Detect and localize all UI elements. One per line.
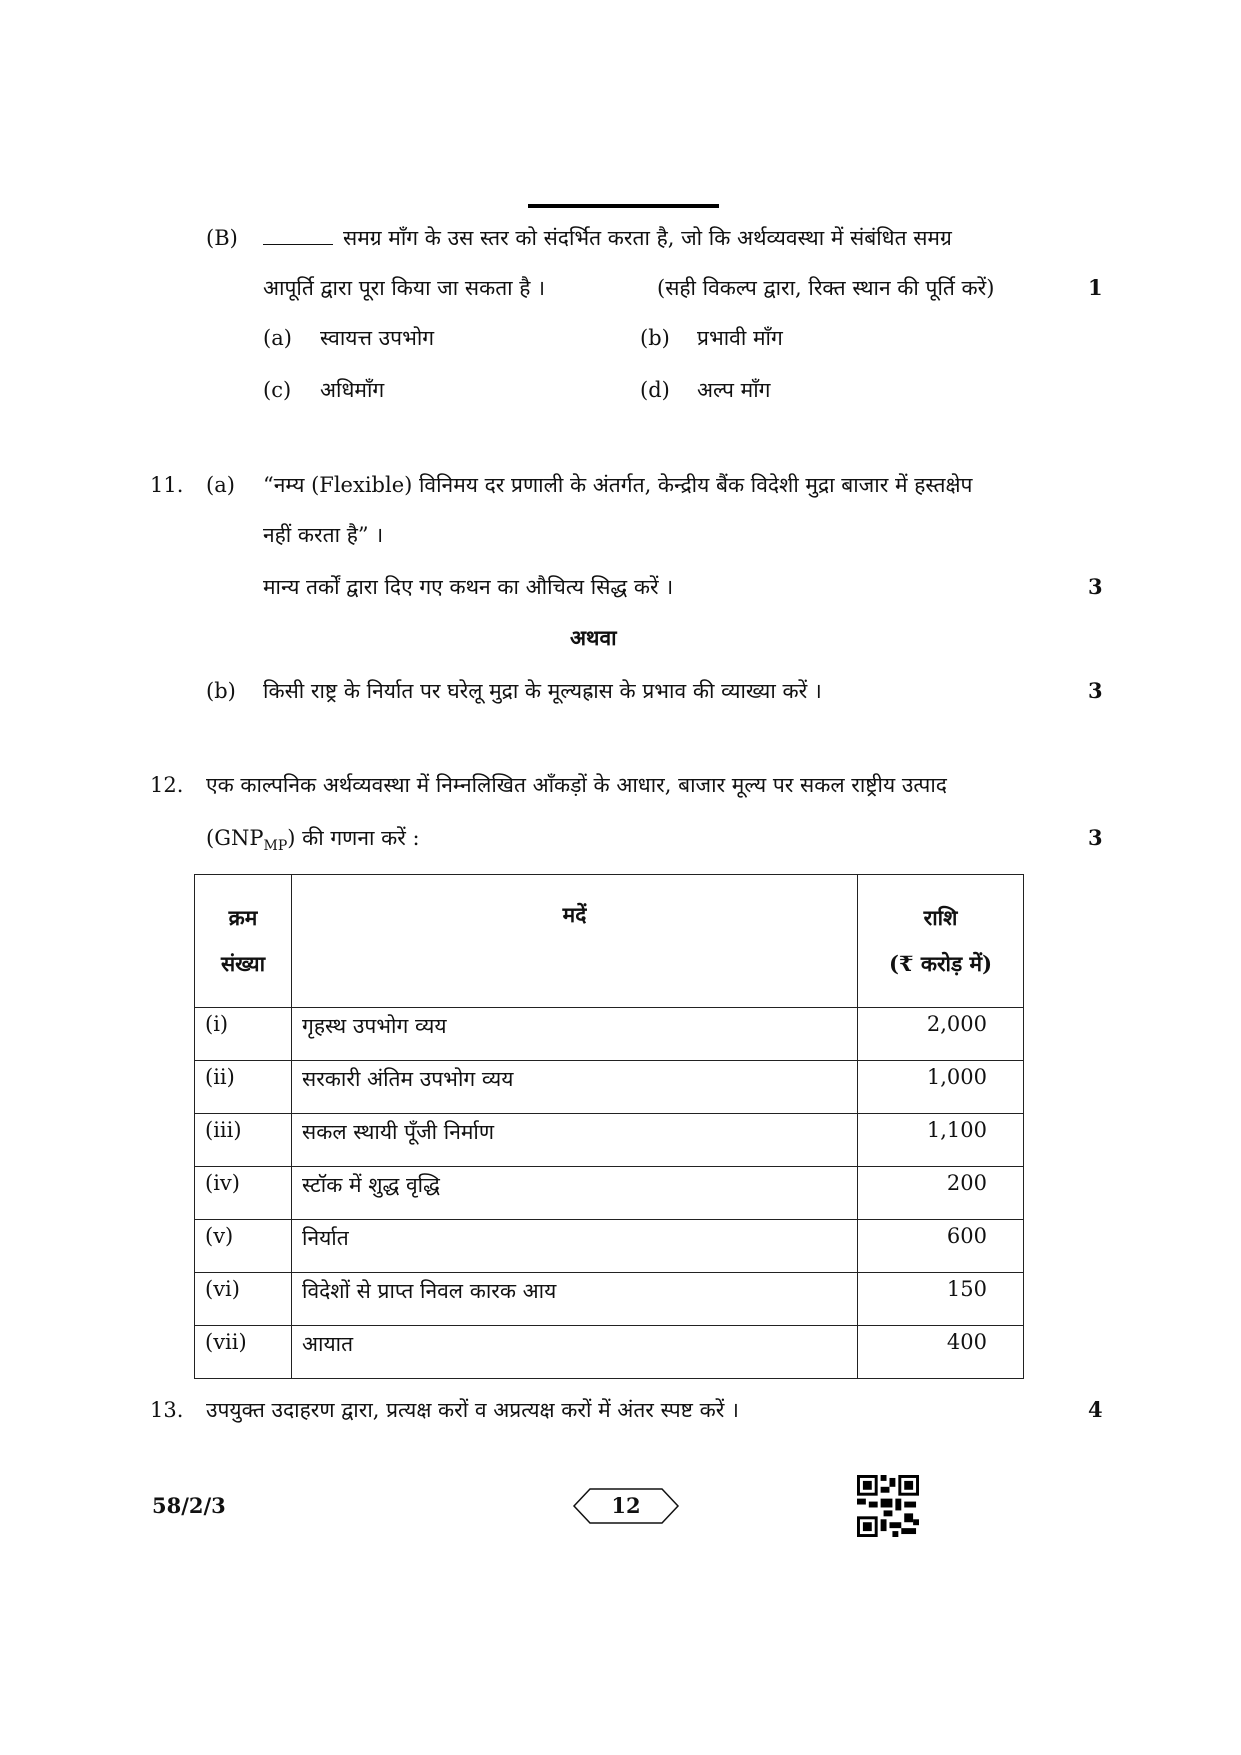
fill-blank	[263, 226, 333, 245]
row-sno: (iv)	[195, 1167, 292, 1220]
row-sno: (iii)	[195, 1114, 292, 1167]
q12-line2	[206, 824, 420, 860]
header-amount	[858, 875, 1024, 1008]
q11b-marks: 3	[1088, 678, 1103, 703]
q13-text: उपयुक्त उदाहरण द्वारा, प्रत्यक्ष करों व अप्रत्यक्ष करों में अंतर स्पष्ट करें ।	[206, 1398, 739, 1422]
option-a-text: स्वायत्त उपभोग	[320, 326, 435, 350]
row-sno: (v)	[195, 1220, 292, 1273]
or-divider: अथवा	[570, 625, 617, 650]
option-c-label: (c)	[263, 378, 292, 402]
row-amount: 400	[858, 1326, 1024, 1379]
q11a-line2: नहीं करता है” ।	[263, 523, 384, 547]
header-sno-2: संख्या	[220, 951, 266, 976]
q12-number: 12.	[150, 773, 184, 797]
row-amount: 1,100	[858, 1114, 1024, 1167]
q12-marks: 3	[1088, 825, 1103, 850]
q10b-line1	[263, 224, 952, 252]
row-amount: 2,000	[858, 1008, 1024, 1061]
header-sno	[195, 875, 292, 1008]
q11a-line1: “नम्य (Flexible) विनिमय दर प्रणाली के अंतर्गत, केन्द्रीय बैंक विदेशी मुद्रा बाजार में हस्तक्षेप	[263, 473, 973, 497]
table-row	[195, 1273, 1024, 1326]
q11a-label: (a)	[206, 473, 235, 497]
q10b-text: समग्र माँग के उस स्तर को संदर्भित करता है, जो कि अर्थव्यवस्था में संबंधित समग्र	[343, 226, 952, 250]
gnp-data-table	[194, 874, 1024, 1379]
option-d-label: (d)	[640, 378, 670, 402]
option-d-text: अल्प माँग	[697, 378, 771, 402]
row-amount: 150	[858, 1273, 1024, 1326]
row-amount: 200	[858, 1167, 1024, 1220]
q11b-text: किसी राष्ट्र के निर्यात पर घरेलू मुद्रा के मूल्यह्रास के प्रभाव की व्याख्या करें ।	[263, 679, 822, 703]
table-row	[195, 1167, 1024, 1220]
header-amount-1: राशि	[923, 905, 958, 930]
q10b-label: (B)	[206, 226, 238, 250]
header-sno-1: क्रम	[228, 905, 258, 930]
row-item: सरकारी अंतिम उपभोग व्यय	[292, 1061, 858, 1114]
option-c-text: अधिमाँग	[320, 378, 385, 402]
q11a-line3: मान्य तर्कों द्वारा दिए गए कथन का औचित्य सिद्ध करें ।	[263, 575, 674, 599]
page-number-badge	[572, 1487, 680, 1525]
q10b-marks: 1	[1088, 275, 1103, 300]
q11a-marks: 3	[1088, 574, 1103, 599]
q12-line2-rest: ) की गणना करें :	[287, 826, 420, 850]
row-sno: (vii)	[195, 1326, 292, 1379]
gnp-text: (GNP	[206, 826, 264, 850]
table-row	[195, 1220, 1024, 1273]
header-amount-2: (₹ करोड़ में)	[888, 951, 993, 976]
row-item: सकल स्थायी पूँजी निर्माण	[292, 1114, 858, 1167]
q13-number: 13.	[150, 1398, 184, 1422]
option-a-label: (a)	[263, 326, 292, 350]
q10b-instruction: (सही विकल्प द्वारा, रिक्त स्थान की पूर्ति करें)	[657, 276, 995, 300]
table-header-row	[195, 875, 1024, 1008]
table-row	[195, 1008, 1024, 1061]
row-item: आयात	[292, 1326, 858, 1379]
table-row	[195, 1326, 1024, 1379]
row-item: स्टॉक में शुद्ध वृद्धि	[292, 1167, 858, 1220]
table-row	[195, 1114, 1024, 1167]
row-amount: 600	[858, 1220, 1024, 1273]
row-sno: (i)	[195, 1008, 292, 1061]
paper-code: 58/2/3	[152, 1493, 226, 1518]
q11-number: 11.	[150, 473, 184, 497]
option-b-label: (b)	[640, 326, 670, 350]
q10b-line2: आपूर्ति द्वारा पूरा किया जा सकता है ।	[263, 276, 546, 300]
option-b-text: प्रभावी माँग	[697, 326, 783, 350]
page-number: 12	[611, 1493, 641, 1518]
gnp-subscript: MP	[263, 838, 288, 855]
separator-line	[528, 204, 719, 208]
q13-marks: 4	[1088, 1397, 1103, 1422]
row-item: गृहस्थ उपभोग व्यय	[292, 1008, 858, 1061]
table-row	[195, 1061, 1024, 1114]
row-item: विदेशों से प्राप्त निवल कारक आय	[292, 1273, 858, 1326]
row-amount: 1,000	[858, 1061, 1024, 1114]
row-item: निर्यात	[292, 1220, 858, 1273]
q11b-label: (b)	[206, 679, 236, 703]
qr-code-icon	[857, 1475, 919, 1537]
row-sno: (vi)	[195, 1273, 292, 1326]
header-item: मदें	[292, 875, 858, 1008]
row-sno: (ii)	[195, 1061, 292, 1114]
q12-line1: एक काल्पनिक अर्थव्यवस्था में निम्नलिखित आँकड़ों के आधार, बाजार मूल्य पर सकल राष्ट्रीय उत्पाद	[206, 773, 947, 797]
